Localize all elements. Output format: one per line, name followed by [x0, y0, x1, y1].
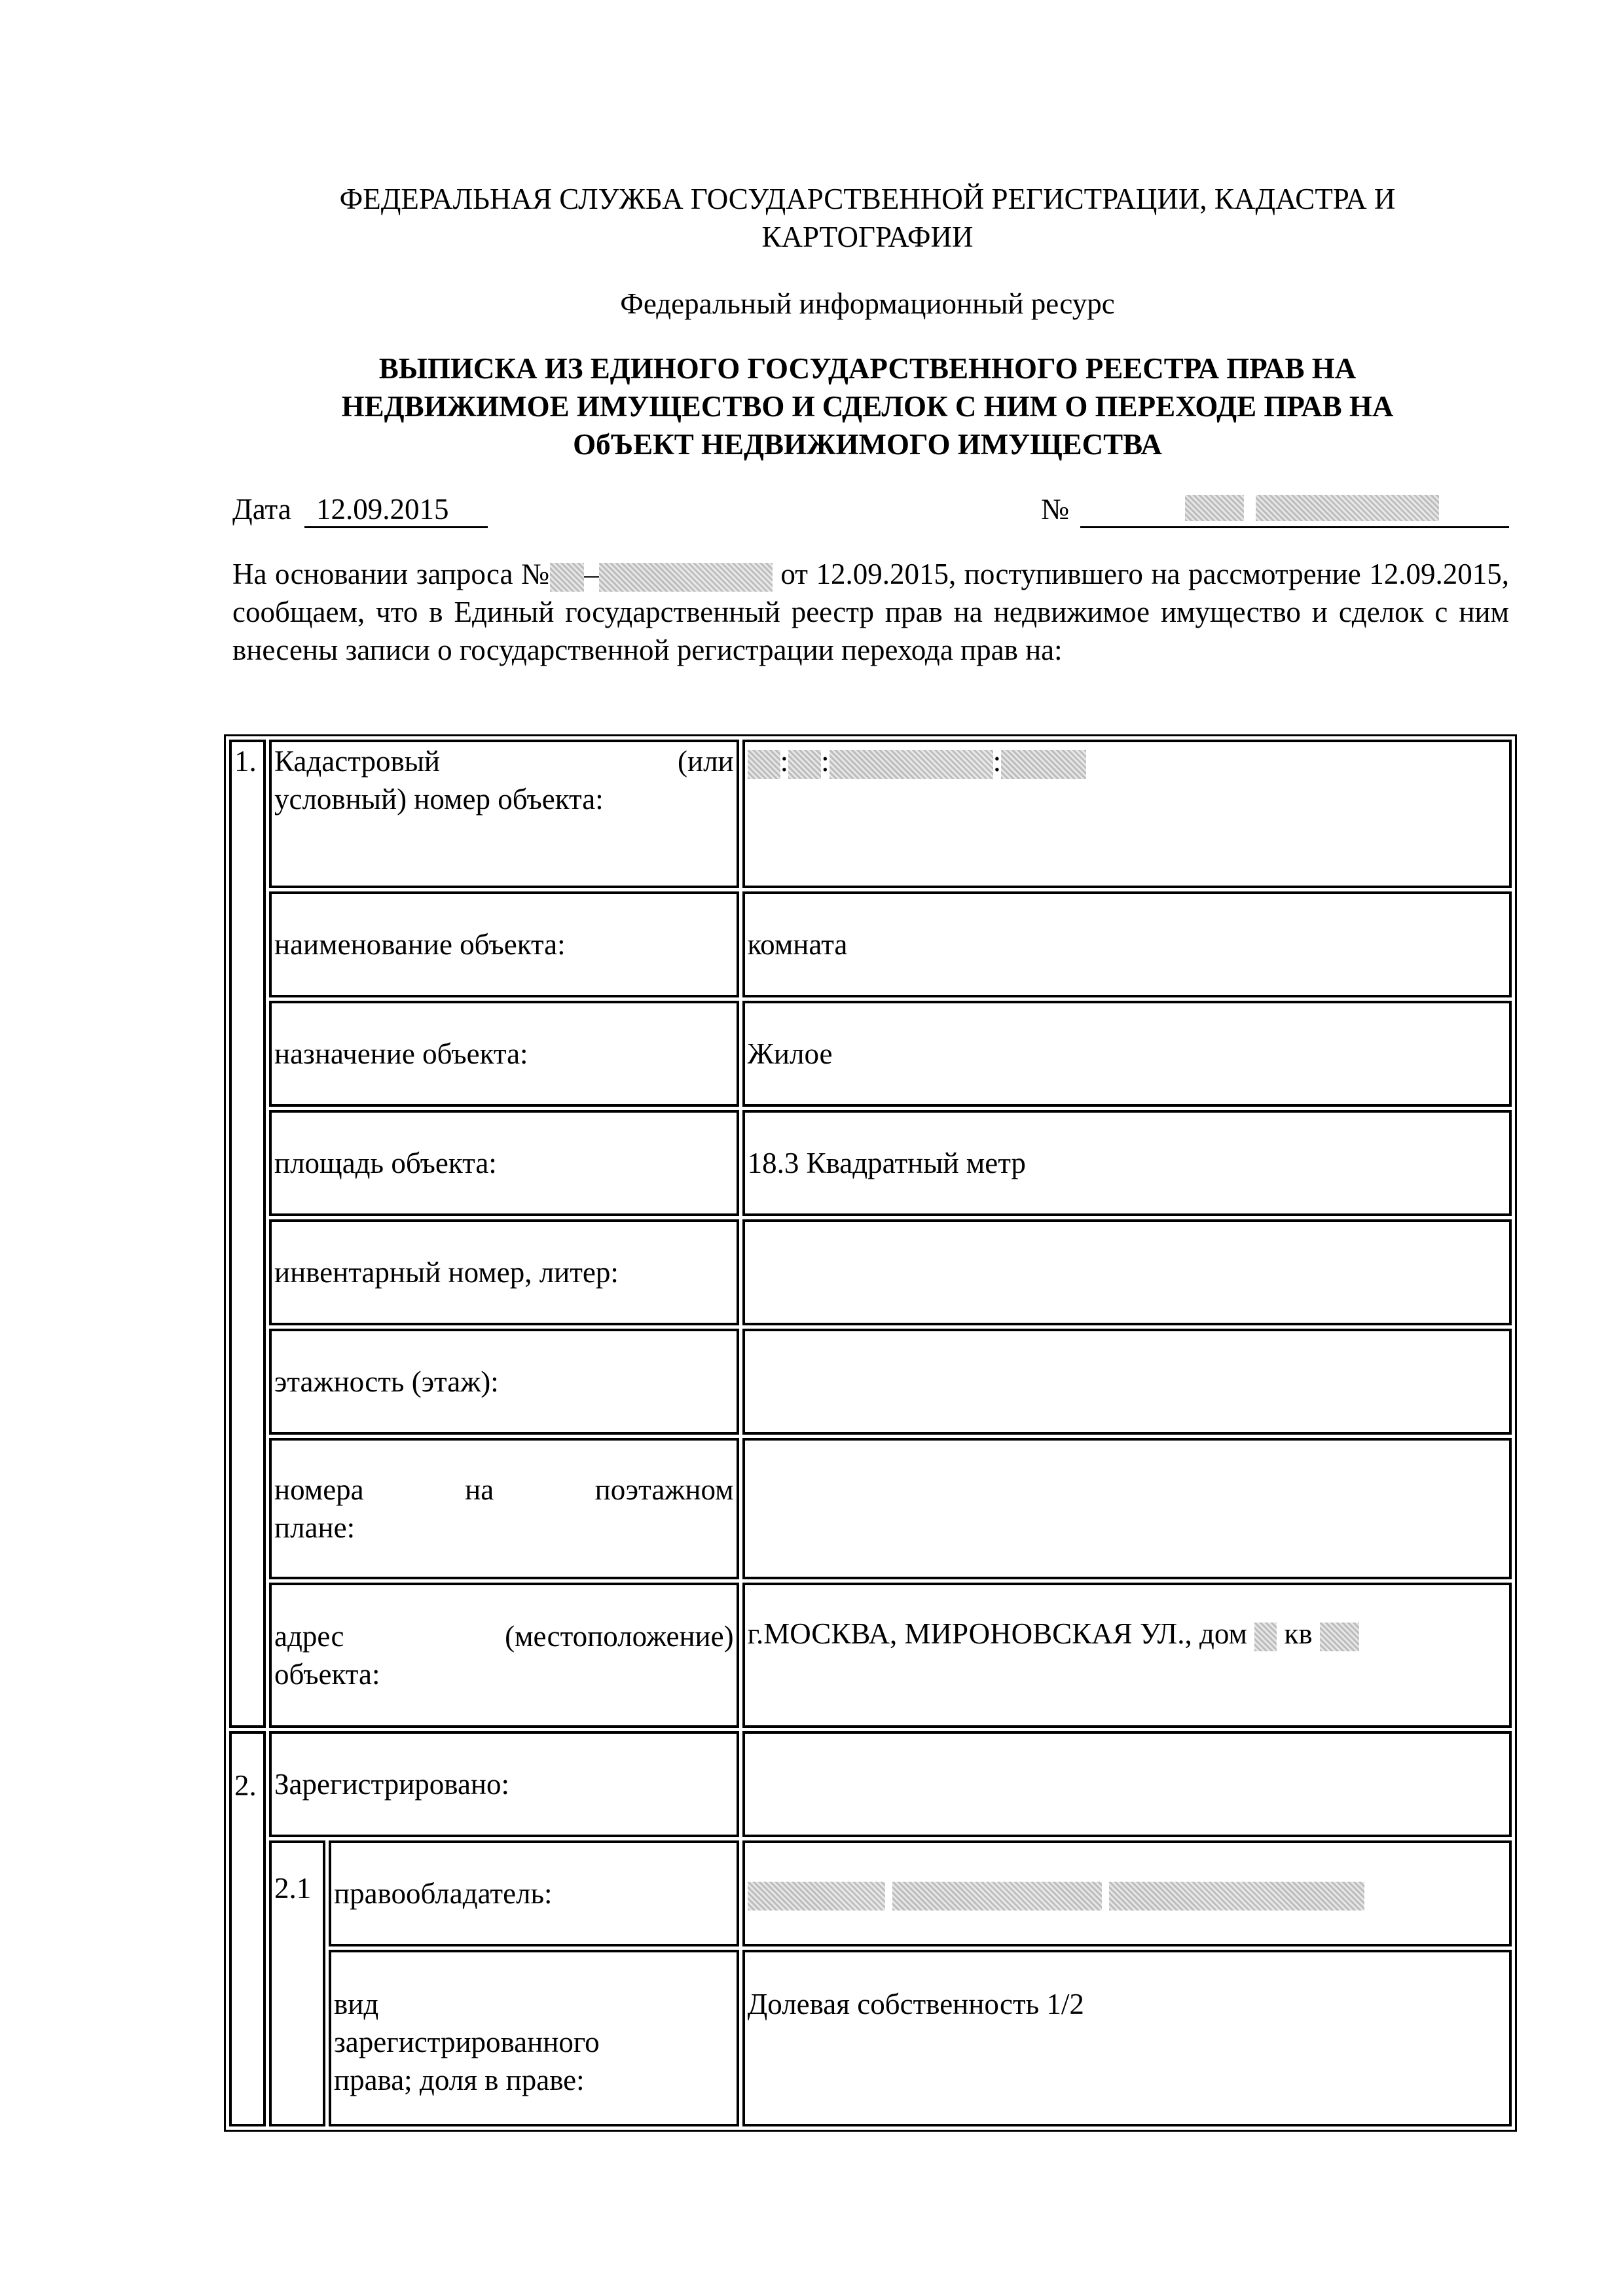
purpose-value: Жилое [747, 1037, 833, 1070]
area-label-cell [269, 1110, 739, 1216]
intro-text-2: от 12.09.2015, поступившего на рассмотрение 12.09.2015, сообщаем, что в Единый государственный реестр прав на недвижимое имущество и сделок с ним внесены записи о государственной регистрации перехода прав на: [232, 558, 1509, 666]
inventory-value-cell [742, 1219, 1512, 1325]
table-row [229, 1329, 1512, 1435]
table-row [229, 1110, 1512, 1216]
table-row [229, 1438, 1512, 1580]
table-row [229, 1840, 1512, 1946]
registered-label-cell [269, 1731, 739, 1837]
agency-line-2: КАРТОГРАФИИ [761, 221, 974, 253]
plan-label-line-2: плане: [274, 1511, 356, 1544]
holder-value-cell [742, 1840, 1512, 1946]
floors-value-cell [742, 1329, 1512, 1435]
address-label-line-2: объекта: [274, 1657, 380, 1691]
agency-line-1: ФЕДЕРАЛЬНАЯ СЛУЖБА ГОСУДАРСТВЕННОЙ РЕГИСТРАЦИИ, КАДАСТРА И [339, 183, 1396, 215]
redacted-holder-surname [748, 1882, 885, 1910]
table-row [229, 740, 1512, 888]
redacted-request-number [599, 563, 773, 592]
cadastral-value-cell: : : : [742, 740, 1512, 888]
inventory-label-cell [269, 1219, 739, 1325]
section-1-number-cell [229, 740, 266, 1728]
redacted-house-number [1254, 1623, 1277, 1651]
number-label: № [1041, 493, 1069, 526]
name-value: комната [747, 927, 848, 961]
cadastral-label-word-1: Кадастровый [274, 745, 441, 778]
name-label-cell [269, 891, 739, 997]
purpose-value-cell [742, 1001, 1512, 1107]
inventory-label: инвентарный номер, литер: [274, 1255, 619, 1289]
address-label-cell [269, 1583, 739, 1728]
name-label: наименование объекта: [274, 927, 566, 961]
cadastral-label-cell [269, 740, 739, 888]
table-row [229, 1583, 1512, 1728]
title-line-3: ОбЪЕКТ НЕДВИЖИМОГО ИМУЩЕСТВА [573, 428, 1162, 461]
table-row [229, 891, 1512, 997]
redacted-cadastral-1 [748, 750, 780, 779]
document-title [229, 350, 1506, 463]
right-label-line-2: зарегистрированного [334, 2025, 600, 2058]
agency-name [229, 180, 1506, 256]
redacted-number-body [1256, 495, 1439, 521]
date-label: Дата [232, 493, 291, 526]
area-value: 18.3 Квадратный метр [747, 1146, 1026, 1179]
redacted-request-prefix [550, 563, 584, 592]
right-value-cell [742, 1950, 1512, 2126]
plan-value-cell [742, 1438, 1512, 1580]
redacted-cadastral-4 [1001, 750, 1086, 779]
right-label-cell [329, 1950, 739, 2126]
redacted-holder-patronymic [1109, 1882, 1364, 1910]
table-row [229, 1731, 1512, 1837]
right-label-line-1: вид [334, 1987, 379, 2020]
intro-paragraph [232, 555, 1509, 669]
section-2-number: 2. [234, 1768, 257, 1802]
subsection-2-1-number-cell [269, 1840, 325, 2126]
purpose-label: назначение объекта: [274, 1037, 528, 1070]
number-value [1080, 492, 1509, 528]
redacted-cadastral-3 [830, 750, 993, 779]
cadastral-label-line-2: условный) номер объекта: [274, 783, 604, 816]
name-value-cell [742, 891, 1512, 997]
floors-label-cell [269, 1329, 739, 1435]
area-label: площадь объекта: [274, 1146, 497, 1179]
area-value-cell [742, 1110, 1512, 1216]
holder-label: правообладатель: [334, 1876, 553, 1910]
registered-value-cell [742, 1731, 1512, 1837]
floors-label: этажность (этаж): [274, 1365, 499, 1398]
address-value-street: г.МОСКВА, МИРОНОВСКАЯ УЛ., дом [747, 1617, 1247, 1651]
table-row [229, 1219, 1512, 1325]
purpose-label-cell [269, 1001, 739, 1107]
section-1-number: 1. [234, 745, 257, 778]
title-line-1: ВЫПИСКА ИЗ ЕДИНОГО ГОСУДАРСТВЕННОГО РЕЕСТРА ПРАВ НА [378, 352, 1357, 385]
redacted-cadastral-2 [788, 750, 821, 779]
section-2-number-cell [229, 1731, 266, 2126]
object-info-table [224, 734, 1517, 2132]
intro-dash: – [584, 558, 599, 590]
redacted-number-prefix [1185, 495, 1244, 521]
address-value-cell [742, 1583, 1512, 1728]
date-value: 12.09.2015 [304, 492, 488, 528]
subsection-2-1-number: 2.1 [274, 1871, 312, 1905]
redacted-holder-name [892, 1882, 1102, 1910]
intro-text-1: На основании запроса № [232, 558, 551, 590]
cadastral-label-word-2: (или [678, 745, 734, 778]
address-label-word-1: адрес [274, 1619, 344, 1653]
plan-label-cell [269, 1438, 739, 1580]
title-line-2: НЕДВИЖИМОЕ ИМУЩЕСТВО И СДЕЛОК С НИМ О ПЕРЕХОДЕ ПРАВ НА [341, 390, 1394, 423]
right-value: Долевая собственность 1/2 [747, 1987, 1084, 2020]
plan-label-word-3: поэтажном [594, 1473, 734, 1506]
address-value-apt-label: кв [1284, 1617, 1313, 1651]
registered-label: Зарегистрировано: [274, 1767, 510, 1801]
plan-label-word-2: на [465, 1473, 494, 1506]
holder-label-cell [329, 1840, 739, 1946]
table-row [229, 1950, 1512, 2126]
right-label-line-3: права; доля в праве: [334, 2063, 585, 2096]
date-number-line [232, 492, 1509, 531]
table-row [229, 1001, 1512, 1107]
address-label-word-2: (местоположение) [505, 1619, 734, 1653]
redacted-apartment-number [1320, 1623, 1359, 1651]
resource-caption: Федеральный информационный ресурс [620, 287, 1115, 320]
plan-label-word-1: номера [274, 1473, 364, 1506]
